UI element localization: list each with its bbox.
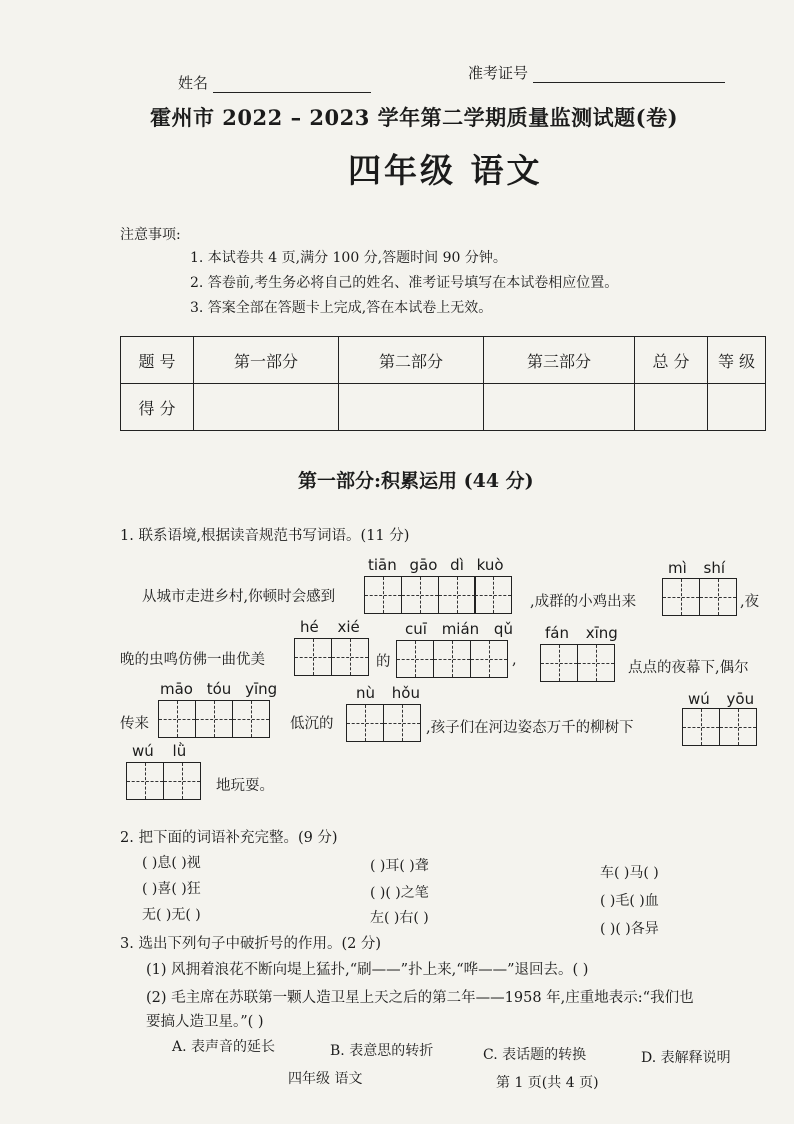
q3-option-c[interactable]: C. 表话题的转换 bbox=[483, 1047, 587, 1063]
answer-grid-mishi[interactable] bbox=[662, 578, 736, 616]
score-cell[interactable] bbox=[635, 384, 708, 431]
char-box[interactable] bbox=[163, 762, 201, 800]
q1-text-10: ,孩子们在河边姿态万千的柳树下 bbox=[426, 720, 634, 736]
pinyin-wuyou: wú yōu bbox=[688, 690, 755, 708]
char-box[interactable] bbox=[158, 700, 196, 738]
q1-text-6: , bbox=[512, 652, 517, 668]
exam-no-field[interactable] bbox=[533, 66, 725, 83]
q2-item[interactable]: ( )息( )视 bbox=[142, 855, 201, 871]
q1-stem: 1. 联系语境,根据读音规范书写词语。(11 分) bbox=[120, 528, 410, 544]
char-box[interactable] bbox=[383, 704, 421, 742]
footer-page: 第 1 页(共 4 页) bbox=[496, 1075, 599, 1091]
footer-left: 四年级 语文 bbox=[288, 1071, 363, 1087]
exam-title: 霍州市 2022 – 2023 学年第二学期质量监测试题(卷) bbox=[150, 105, 679, 130]
answer-grid-cuimianqu[interactable] bbox=[396, 640, 506, 678]
notice-item-2: 2. 答卷前,考生务必将自己的姓名、准考证号填写在本试卷相应位置。 bbox=[190, 275, 619, 291]
q2-stem: 2. 把下面的词语补充完整。(9 分) bbox=[120, 830, 338, 846]
q3-stem: 3. 选出下列句子中破折号的作用。(2 分) bbox=[120, 936, 382, 952]
notice-item-1: 1. 本试卷共 4 页,满分 100 分,答题时间 90 分钟。 bbox=[190, 250, 507, 266]
q1-text-7: 点点的夜幕下,偶尔 bbox=[628, 660, 749, 676]
char-box[interactable] bbox=[577, 644, 615, 682]
q1-text-1: 从城市走进乡村,你顿时会感到 bbox=[142, 589, 336, 605]
notice-item-3: 3. 答案全部在答题卡上完成,答在本试卷上无效。 bbox=[190, 300, 493, 316]
pinyin-cuimianqu: cuī mián qǔ bbox=[405, 620, 513, 638]
char-box[interactable] bbox=[433, 640, 471, 678]
score-cell[interactable] bbox=[194, 384, 339, 431]
q1-text-3: ,夜 bbox=[740, 594, 760, 610]
q1-text-5: 的 bbox=[376, 654, 391, 670]
q2-item[interactable]: 车( )马( ) bbox=[600, 865, 659, 881]
q3-option-a[interactable]: A. 表声音的延长 bbox=[172, 1039, 276, 1055]
score-header-grade: 等 级 bbox=[708, 337, 766, 384]
score-table bbox=[120, 336, 766, 431]
char-box[interactable] bbox=[364, 576, 402, 614]
char-box[interactable] bbox=[719, 708, 757, 746]
q3-sentence-1: (1) 风拥着浪花不断向堤上猛扑,“刷——”扑上来,“哗——”退回去。( ) bbox=[146, 962, 589, 978]
name-label: 姓名 bbox=[178, 74, 209, 92]
pinyin-tiangaodikuo: tiān gāo dì kuò bbox=[368, 556, 504, 574]
exam-subtitle: 四年级 语文 bbox=[348, 151, 543, 190]
name-field[interactable] bbox=[213, 76, 371, 93]
q2-item[interactable]: ( )( )之笔 bbox=[370, 885, 429, 901]
char-box[interactable] bbox=[438, 576, 476, 614]
pinyin-nuhou: nù hǒu bbox=[356, 684, 420, 702]
char-box[interactable] bbox=[682, 708, 720, 746]
char-box[interactable] bbox=[232, 700, 270, 738]
q1-text-2: ,成群的小鸡出来 bbox=[530, 594, 637, 610]
q2-item[interactable]: ( )毛( )血 bbox=[600, 893, 659, 909]
q3-option-b[interactable]: B. 表意思的转折 bbox=[330, 1043, 434, 1059]
pinyin-maotouying: māo tóu yīng bbox=[160, 680, 278, 698]
answer-grid-hexie[interactable] bbox=[294, 638, 368, 676]
q1-text-4: 晚的虫鸣仿佛一曲优美 bbox=[120, 652, 265, 668]
q2-item[interactable]: ( )耳( )聋 bbox=[370, 858, 429, 874]
char-box[interactable] bbox=[699, 578, 737, 616]
char-box[interactable] bbox=[396, 640, 434, 678]
notice-label: 注意事项: bbox=[120, 227, 181, 243]
score-row-label: 得 分 bbox=[121, 384, 194, 431]
char-box[interactable] bbox=[474, 576, 512, 614]
q2-item[interactable]: ( )喜( )狂 bbox=[142, 881, 201, 897]
char-box[interactable] bbox=[470, 640, 508, 678]
q2-item[interactable]: 左( )右( ) bbox=[370, 910, 429, 926]
answer-grid-fanxing[interactable] bbox=[540, 644, 614, 682]
exam-no-label: 准考证号 bbox=[468, 64, 529, 82]
answer-grid-maotouying[interactable] bbox=[158, 700, 268, 738]
q2-item[interactable]: 无( )无( ) bbox=[142, 907, 201, 923]
q3-sentence-2a: (2) 毛主席在苏联第一颗人造卫星上天之后的第二年——1958 年,庄重地表示:“我们也 bbox=[146, 990, 694, 1006]
q1-text-9: 低沉的 bbox=[290, 716, 334, 732]
name-label-row bbox=[178, 72, 371, 93]
char-box[interactable] bbox=[401, 576, 439, 614]
score-cell[interactable] bbox=[708, 384, 766, 431]
score-header-total: 总 分 bbox=[635, 337, 708, 384]
char-box[interactable] bbox=[331, 638, 369, 676]
section-1-title: 第一部分:积累运用 (44 分) bbox=[298, 470, 534, 492]
score-header-part3: 第三部分 bbox=[484, 337, 635, 384]
q2-item[interactable]: ( )( )各异 bbox=[600, 921, 659, 937]
char-box[interactable] bbox=[662, 578, 700, 616]
score-cell[interactable] bbox=[339, 384, 484, 431]
char-box[interactable] bbox=[195, 700, 233, 738]
answer-grid-wulv[interactable] bbox=[126, 762, 200, 800]
char-box[interactable] bbox=[294, 638, 332, 676]
q3-sentence-2b: 要搞人造卫星。”( ) bbox=[146, 1014, 264, 1030]
score-header-part2: 第二部分 bbox=[339, 337, 484, 384]
answer-grid-wuyou[interactable] bbox=[682, 708, 756, 746]
char-box[interactable] bbox=[126, 762, 164, 800]
char-box[interactable] bbox=[540, 644, 578, 682]
pinyin-wulv: wú lǜ bbox=[132, 742, 187, 760]
score-cell[interactable] bbox=[484, 384, 635, 431]
pinyin-mishi: mì shí bbox=[668, 559, 726, 577]
score-header-item: 题 号 bbox=[121, 337, 194, 384]
answer-grid-nuhou[interactable] bbox=[346, 704, 420, 742]
char-box[interactable] bbox=[346, 704, 384, 742]
score-header-part1: 第一部分 bbox=[194, 337, 339, 384]
answer-grid-tiangaodikuo[interactable] bbox=[364, 576, 511, 614]
pinyin-hexie: hé xié bbox=[300, 618, 360, 636]
exam-no-row bbox=[468, 62, 725, 83]
q1-text-8: 传来 bbox=[120, 716, 149, 732]
q3-option-d[interactable]: D. 表解释说明 bbox=[641, 1050, 731, 1066]
q1-text-11: 地玩耍。 bbox=[216, 778, 274, 794]
pinyin-fanxing: fán xīng bbox=[545, 624, 618, 642]
